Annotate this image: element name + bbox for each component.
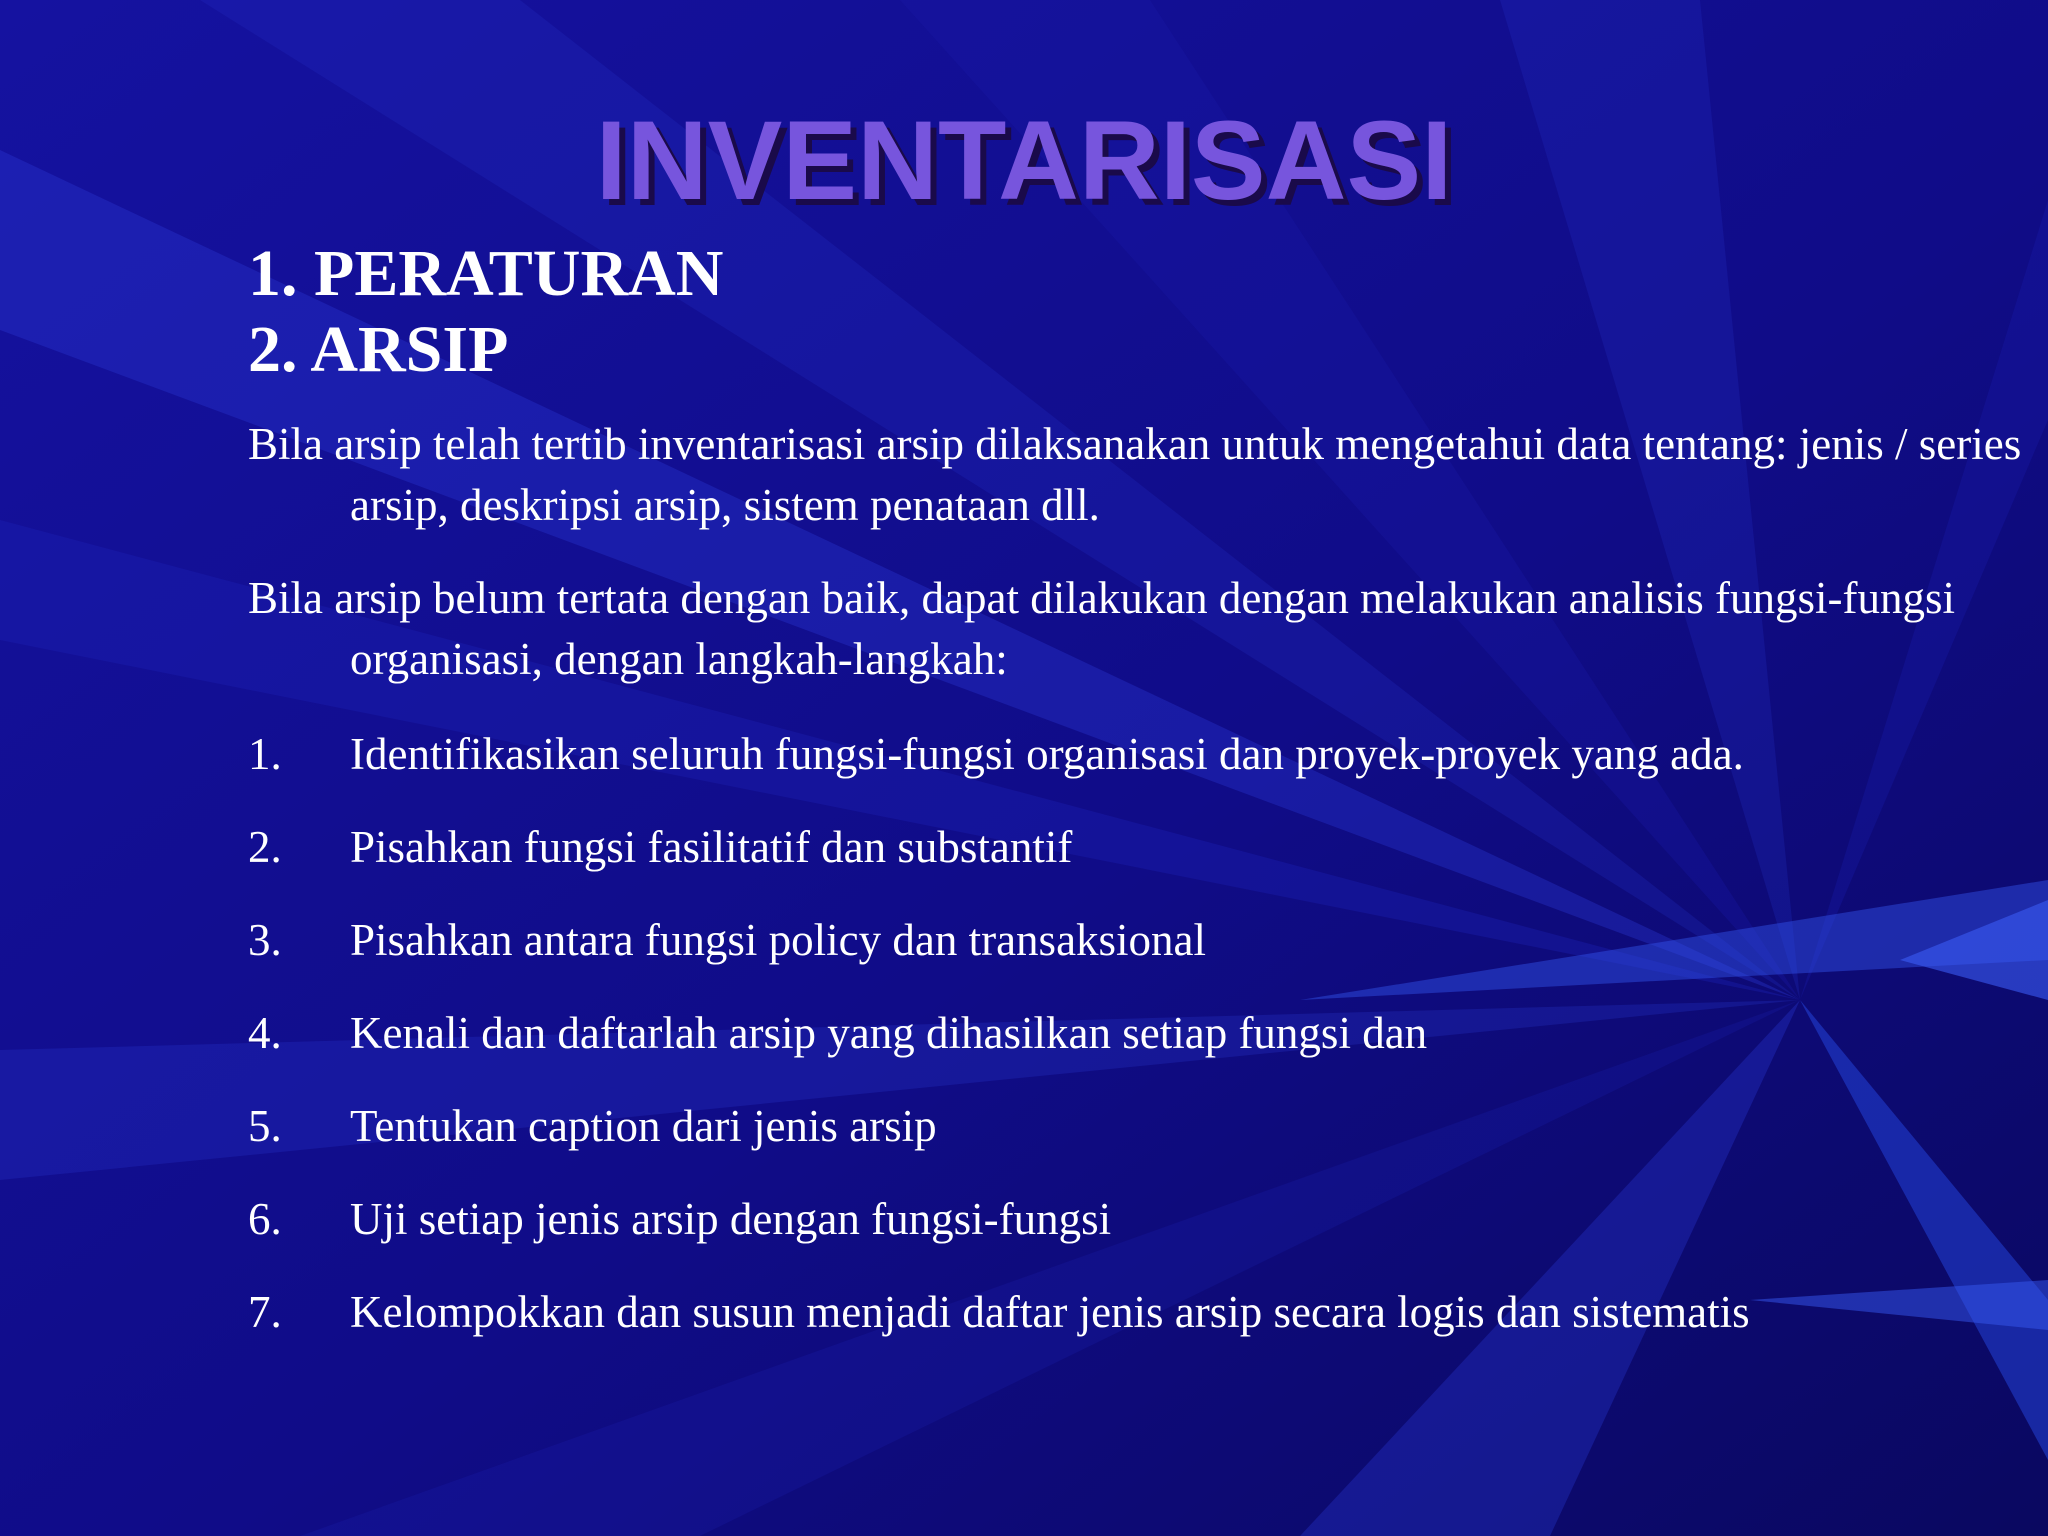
step-number: 7. [248, 1287, 282, 1337]
steps-list [248, 724, 1948, 1375]
step-text: Pisahkan antara fungsi policy dan transaksional [350, 915, 1207, 965]
step-text: Pisahkan fungsi fasilitatif dan substantif [350, 822, 1073, 872]
heading-item: 1. PERATURAN [248, 237, 724, 310]
step-item [248, 1282, 1948, 1343]
step-item [248, 1096, 1948, 1157]
step-text: Tentukan caption dari jenis arsip [350, 1101, 937, 1151]
step-item [248, 910, 1948, 971]
step-number: 5. [248, 1101, 282, 1151]
step-text: Kelompokkan dan susun menjadi daftar jenis arsip secara logis dan sistematis [350, 1287, 1750, 1337]
step-item [248, 1003, 1948, 1064]
step-text: Identifikasikan seluruh fungsi-fungsi organisasi dan proyek-proyek yang ada. [350, 729, 1744, 779]
slide-title: INVENTARISASI [595, 98, 1453, 223]
step-item [248, 817, 1948, 878]
step-item [248, 1189, 1948, 1250]
step-item [248, 724, 1948, 785]
step-text: Kenali dan daftarlah arsip yang dihasilkan setiap fungsi dan [350, 1008, 1428, 1058]
step-number: 1. [248, 729, 282, 779]
step-text: Uji setiap jenis arsip dengan fungsi-fungsi [350, 1194, 1112, 1244]
step-number: 2. [248, 822, 282, 872]
step-number: 6. [248, 1194, 282, 1244]
heading-item: 2. ARSIP [248, 313, 509, 386]
heading-list [248, 236, 723, 388]
step-number: 4. [248, 1008, 282, 1058]
step-number: 3. [248, 915, 282, 965]
paragraph: Bila arsip belum tertata dengan baik, dapat dilakukan dengan melakukan analisis fungsi-fungsi organisasi, dengan langkah-langkah: [248, 573, 1956, 684]
paragraph: Bila arsip telah tertib inventarisasi arsip dilaksanakan untuk mengetahui data tentang: jenis / series arsip, deskripsi arsip, sistem penataan dll. [248, 419, 2022, 530]
